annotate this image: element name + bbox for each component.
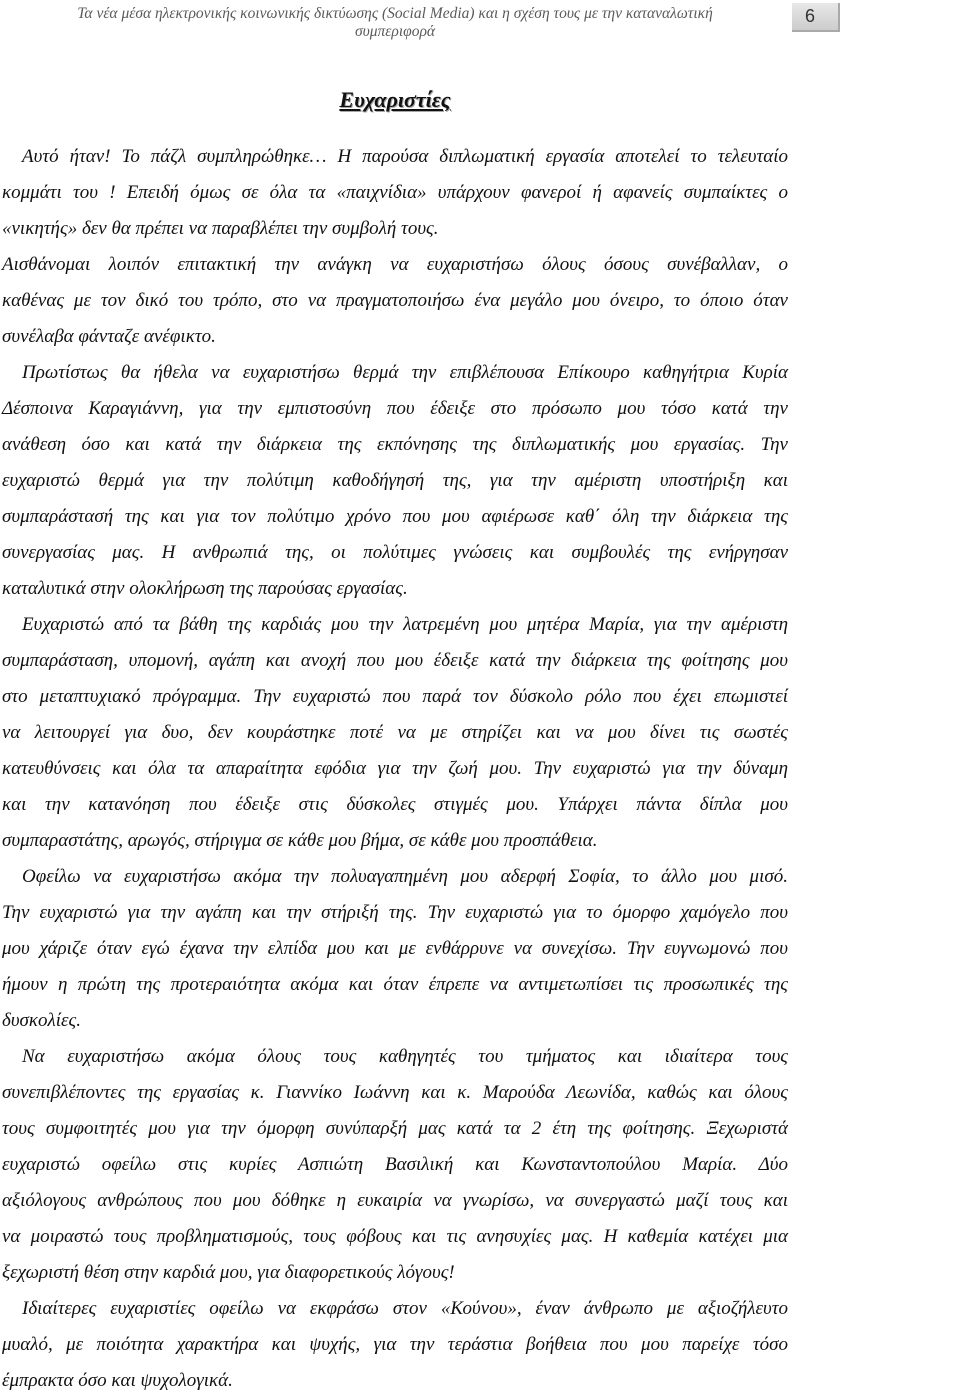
paragraph [2, 247, 788, 355]
text-line: «νικητής» δεν θα πρέπει να παραβλέπει την συμβολή τους. [2, 218, 439, 239]
paragraph [2, 355, 788, 607]
text-line: Οφείλω να ευχαριστήσω ακόμα την πολυαγαπημένη μου αδερφή Σοφία, το άλλο μου μισό. [22, 866, 788, 887]
text-line: ανάθεση όσο και κατά την διάρκεια της εκπόνησης της διπλωματικής μου εργασίας. Την [2, 434, 788, 455]
paragraph [2, 859, 788, 1039]
text-line: στο μεταπτυχιακό πρόγραμμα. Την ευχαριστώ που παρά τον δύσκολο ρόλο που έχει επωμιστεί [2, 686, 788, 707]
text-line: Την ευχαριστώ για την αγάπη και την στήριξή της. Την ευχαριστώ για το όμορφο χαμόγελο που [2, 902, 788, 923]
text-line: ξεχωριστή θέση στην καρδιά μου, για διαφορετικούς λόγους! [2, 1262, 455, 1283]
text-line: αξιόλογους ανθρώπους που μου δόθηκε η ευκαιρία να γνωρίσω, να συνεργαστώ μαζί τους και [2, 1190, 788, 1211]
text-line: να μοιραστώ τους προβληματισμούς, τους φόβους και τις ανησυχίες μας. Η καθεμία κατέχει μια [2, 1226, 788, 1247]
text-line: συνεπιβλέποντες της εργασίας κ. Γιαννίκο Ιωάννη και κ. Μαρούδα Λεωνίδα, καθώς και όλους [2, 1082, 788, 1103]
running-header-line-1: Τα νέα μέσα ηλεκτρονικής κοινωνικής δικτύωσης (Social Media) και η σχέση τους με την καταναλωτική [77, 5, 713, 22]
page-number: 6 [805, 6, 816, 26]
text-line: και την κατανόηση που έδειξε στις δύσκολες στιγμές μου. Υπάρχει πάντα δίπλα μου [2, 794, 788, 815]
text-line: συνέλαβα φάνταζε ανέφικτο. [2, 326, 216, 347]
text-line: Αυτό ήταν! Το πάζλ συμπληρώθηκε… Η παρούσα διπλωματική εργασία αποτελεί το τελευταίο [22, 146, 788, 167]
text-line: συμπαράσταση, υπομονή, αγάπη και ανοχή που μου έδειξε κατά την διάρκεια της φοίτησης μου [2, 650, 788, 671]
text-line: συμπαραστάτης, αρωγός, στήριγμα σε κάθε μου βήμα, σε κάθε μου προσπάθεια. [2, 830, 598, 851]
page-number-box [792, 3, 840, 32]
text-line: Να ευχαριστήσω ακόμα όλους τους καθηγητές του τμήματος και ιδιαίτερα τους [22, 1046, 788, 1067]
text-line: Ιδιαίτερες ευχαριστίες οφείλω να εκφράσω στον «Κούνου», έναν άνθρωπο με αξιοζήλευτο [22, 1298, 788, 1319]
paragraph [2, 1291, 788, 1392]
paragraph [2, 139, 788, 247]
text-line: Δέσποινα Καραγιάννη, για την εμπιστοσύνη που έδειξε στο πρόσωπο μου τόσο κατά την [2, 398, 788, 419]
text-line: δυσκολίες. [2, 1010, 81, 1031]
text-line: Αισθάνομαι λοιπόν επιτακτική την ανάγκη να ευχαριστήσω όλους όσους συνέβαλλαν, ο [2, 254, 788, 275]
body-text [2, 139, 788, 1392]
text-line: συνεργασίας μας. Η ανθρωπιά της, οι πολύτιμες γνώσεις και συμβουλές της ενήργησαν [2, 542, 788, 563]
text-line: ευχαριστώ οφείλω στις κυρίες Ασπιώτη Βασιλική και Κωνσταντοπούλου Μαρία. Δύο [2, 1154, 788, 1175]
text-line: να λειτουργεί για δυο, δεν κουράστηκε ποτέ να με στηρίζει και να μου δίνει τις σωστές [2, 722, 788, 743]
text-line: Ευχαριστώ από τα βάθη της καρδιάς μου την λατρεμένη μου μητέρα Μαρία, για την αμέριστη [22, 614, 788, 635]
text-line: μου χάριζε όταν εγώ έχανα την ελπίδα μου και με ενθάρρυνε να συνεχίσω. Την ευγνωμονώ που [2, 938, 788, 959]
paragraph [2, 1039, 788, 1291]
text-line: καταλυτικά στην ολοκλήρωση της παρούσας εργασίας. [2, 578, 408, 599]
text-line: συμπαράστασή της και για τον πολύτιμο χρόνο που μου αφιέρωσε καθ΄ όλη την διάρκεια της [2, 506, 788, 527]
text-line: καθένας με τον δικό του τρόπο, στο να πραγματοποιήσω ένα μεγάλο μου όνειρο, το όποιο όταν [2, 290, 788, 311]
text-line: ευχαριστώ θερμά για την πολύτιμη καθοδήγησή της, για την αμέριστη υποστήριξη και [2, 470, 788, 491]
paragraph [2, 607, 788, 859]
text-line: μυαλό, με ποιότητα χαρακτήρα και ψυχής, για την τεράστια βοήθεια που μου παρείχε τόσο [2, 1334, 788, 1355]
text-line: κομμάτι του ! Επειδή όμως σε όλα τα «παιχνίδια» υπάρχουν φανεροί ή αφανείς συμπαίκτες ο [2, 182, 788, 203]
section-title: Ευχαριστίες [339, 87, 451, 112]
text-line: κατευθύνσεις και όλα τα απαραίτητα εφόδια για την ζωή μου. Την ευχαριστώ για την δύναμη [2, 758, 788, 779]
running-header-line-2: συμπεριφορά [354, 23, 436, 40]
text-line: ήμουν η πρώτη της προτεραιότητα ακόμα και όταν έπρεπε να αντιμετωπίσει τις προσωπικές της [2, 974, 788, 995]
text-line: τους συμφοιτητές μου για την όμορφη συνύπαρξή μας κατά τα 2 έτη της φοίτησης. Ξεχωριστά [2, 1118, 788, 1139]
text-line: Πρωτίστως θα ήθελα να ευχαριστήσω θερμά την επιβλέπουσα Επίκουρο καθηγήτρια Κυρία [22, 362, 788, 383]
text-line: έμπρακτα όσο και ψυχολογικά. [2, 1370, 233, 1391]
